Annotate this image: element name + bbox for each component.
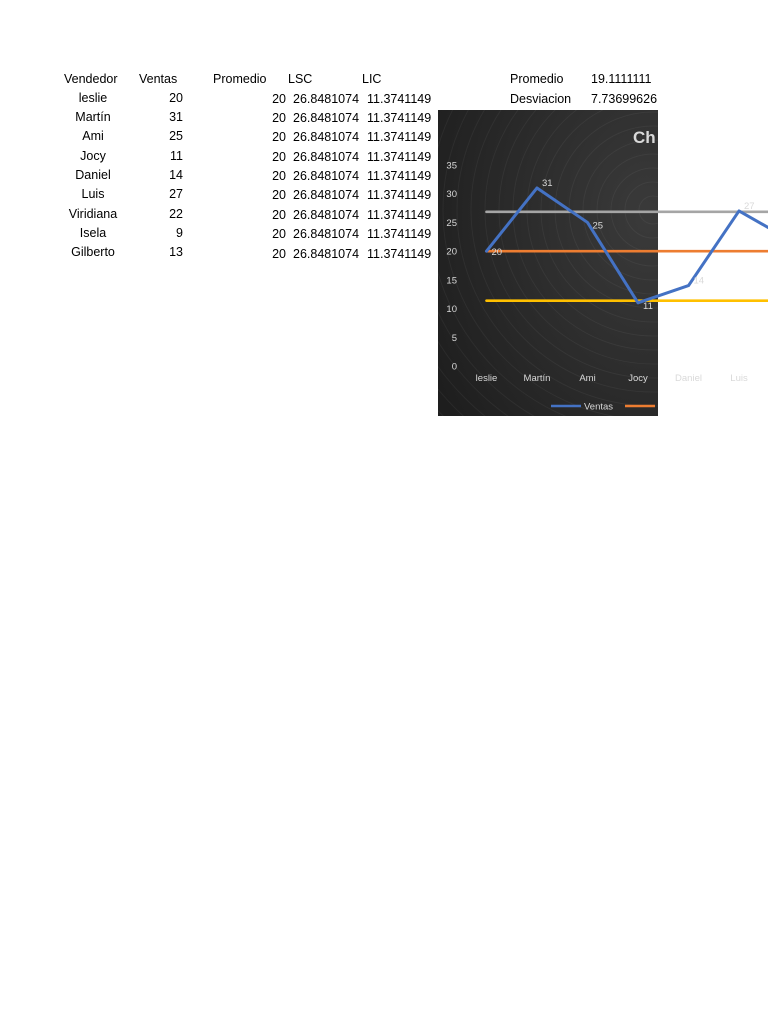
cell-vendedor[interactable]: Jocy xyxy=(80,149,106,163)
cell-lic[interactable]: 11.3741149 xyxy=(367,247,432,261)
stat-promedio-value[interactable]: 19.1111111 xyxy=(591,72,652,86)
cell-lsc[interactable]: 26.8481074 xyxy=(293,92,360,106)
cell-promedio[interactable]: 20 xyxy=(272,92,286,106)
header-ventas[interactable]: Ventas xyxy=(139,72,178,86)
y-tick-label: 25 xyxy=(446,217,457,229)
header-lsc[interactable]: LSC xyxy=(288,72,313,86)
cell-ventas[interactable]: 13 xyxy=(169,245,183,259)
y-tick-label: 10 xyxy=(446,304,457,316)
cell-lic[interactable]: 11.3741149 xyxy=(367,130,432,144)
chart-texture xyxy=(438,110,658,416)
cell-lic[interactable]: 11.3741149 xyxy=(367,188,432,202)
cell-lic[interactable]: 11.3741149 xyxy=(367,150,432,164)
data-label: 11 xyxy=(643,300,653,312)
data-label: 14 xyxy=(693,275,705,287)
cell-ventas[interactable]: 9 xyxy=(176,226,183,240)
x-tick-label: Ami xyxy=(579,373,596,384)
cell-vendedor[interactable]: Luis xyxy=(81,187,105,201)
header-lic[interactable]: LIC xyxy=(362,72,382,86)
cell-promedio[interactable]: 20 xyxy=(272,188,286,202)
cell-vendedor[interactable]: Daniel xyxy=(75,168,111,182)
x-tick-label: Jocy xyxy=(628,373,648,384)
x-tick-label: Daniel xyxy=(675,373,702,384)
header-promedio[interactable]: Promedio xyxy=(213,72,267,86)
data-label: 20 xyxy=(491,247,503,259)
cell-promedio[interactable]: 20 xyxy=(272,130,286,144)
cell-promedio[interactable]: 20 xyxy=(272,227,286,241)
cell-ventas[interactable]: 22 xyxy=(169,207,183,221)
cell-vendedor[interactable]: Viridiana xyxy=(68,207,118,221)
cell-vendedor[interactable]: Martín xyxy=(75,110,111,124)
x-tick-label: Luis xyxy=(730,373,748,384)
data-label: 31 xyxy=(542,177,553,189)
y-tick-label: 5 xyxy=(451,332,457,344)
chart-svg xyxy=(438,110,755,416)
cell-lic[interactable]: 11.3741149 xyxy=(367,227,432,241)
cell-lsc[interactable]: 26.8481074 xyxy=(293,150,360,164)
cell-ventas[interactable]: 20 xyxy=(169,91,183,105)
y-tick-label: 30 xyxy=(446,189,457,201)
cell-ventas[interactable]: 31 xyxy=(169,110,183,124)
cell-lsc[interactable]: 26.8481074 xyxy=(293,188,360,202)
cell-lic[interactable]: 11.3741149 xyxy=(367,208,432,222)
cell-ventas[interactable]: 25 xyxy=(169,129,183,143)
x-tick-label: leslie xyxy=(475,373,498,384)
cell-lsc[interactable]: 26.8481074 xyxy=(293,227,360,241)
cell-vendedor[interactable]: Ami xyxy=(82,129,104,143)
y-tick-label: 0 xyxy=(451,361,457,373)
cell-promedio[interactable]: 20 xyxy=(272,111,286,125)
chart-title: Ch xyxy=(633,128,656,147)
header-vendedor[interactable]: Vendedor xyxy=(64,72,118,86)
data-label: 25 xyxy=(592,220,604,232)
cell-promedio[interactable]: 20 xyxy=(272,150,286,164)
legend-label-ventas: Ventas xyxy=(584,401,614,413)
stat-desviacion-label[interactable]: Desviacion xyxy=(510,92,572,106)
cell-ventas[interactable]: 14 xyxy=(169,168,183,182)
stat-promedio-label[interactable]: Promedio xyxy=(510,72,564,86)
cell-lsc[interactable]: 26.8481074 xyxy=(293,111,360,125)
x-tick-label: Martín xyxy=(523,373,551,384)
cell-lic[interactable]: 11.3741149 xyxy=(367,111,432,125)
control-chart[interactable] xyxy=(438,110,755,416)
cell-vendedor[interactable]: Gilberto xyxy=(71,245,115,259)
y-tick-label: 15 xyxy=(446,275,457,287)
y-tick-label: 35 xyxy=(446,160,457,172)
cell-ventas[interactable]: 11 xyxy=(170,149,183,163)
cell-promedio[interactable]: 20 xyxy=(272,169,286,183)
y-tick-label: 20 xyxy=(446,246,457,258)
cell-promedio[interactable]: 20 xyxy=(272,247,286,261)
cell-lsc[interactable]: 26.8481074 xyxy=(293,208,360,222)
cell-promedio[interactable]: 20 xyxy=(272,208,286,222)
cell-lic[interactable]: 11.3741149 xyxy=(367,92,432,106)
cell-vendedor[interactable]: leslie xyxy=(78,91,108,105)
cell-ventas[interactable]: 27 xyxy=(169,187,183,201)
stat-desviacion-value[interactable]: 7.73699626 xyxy=(591,92,658,106)
cell-vendedor[interactable]: Isela xyxy=(79,226,107,240)
cell-lic[interactable]: 11.3741149 xyxy=(367,169,432,183)
data-label: 27 xyxy=(744,200,755,212)
cell-lsc[interactable]: 26.8481074 xyxy=(293,130,360,144)
cell-lsc[interactable]: 26.8481074 xyxy=(293,169,360,183)
cell-lsc[interactable]: 26.8481074 xyxy=(293,247,360,261)
